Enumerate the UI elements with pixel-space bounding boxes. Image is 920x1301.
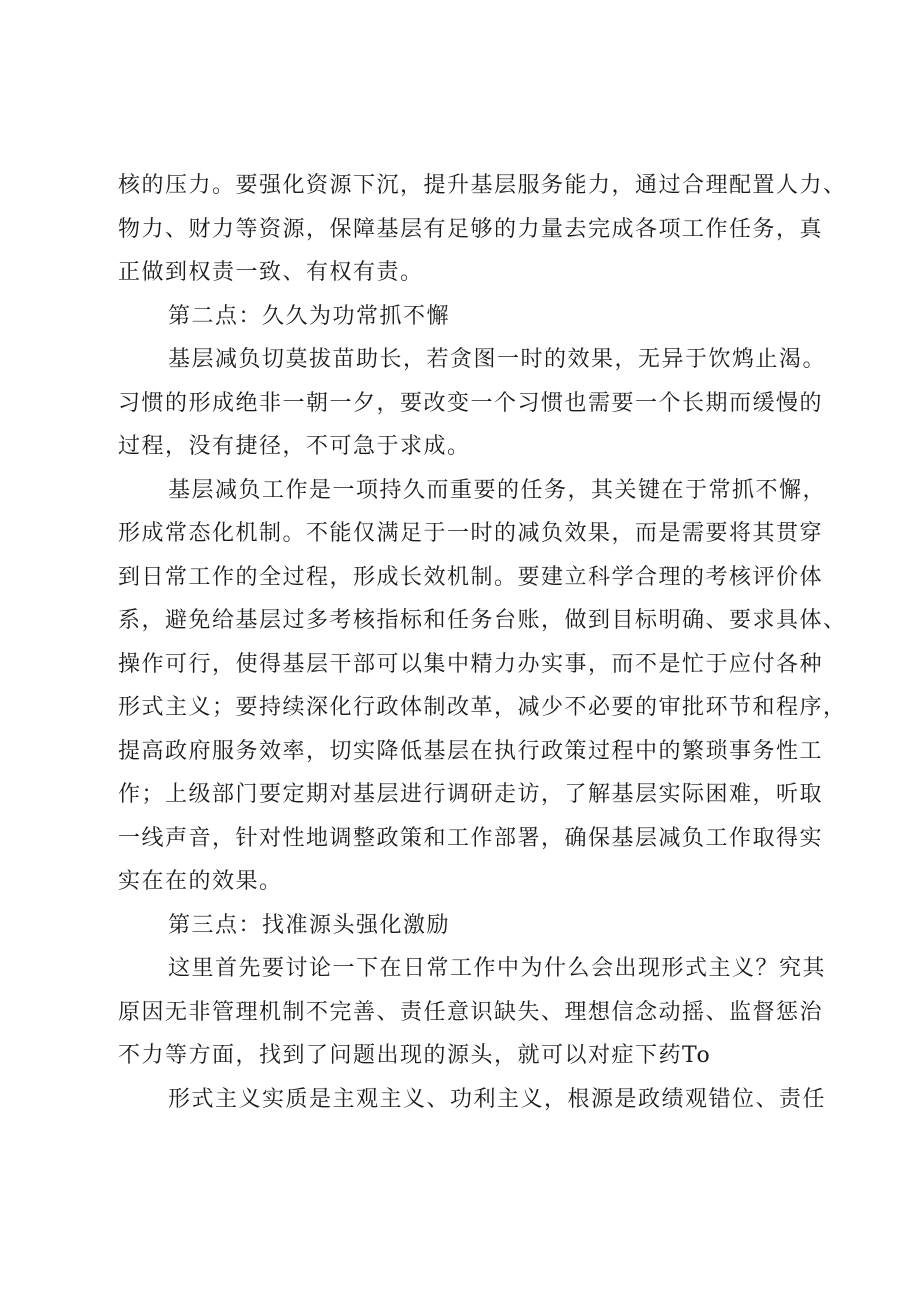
text-line: 实在在的效果。: [118, 869, 283, 894]
text-line: 形成常态化机制。不能仅满足于一时的减负效果，而是需要将其贯穿: [118, 521, 824, 546]
text-line: 正做到权责一致、有权有责。: [118, 260, 424, 285]
text-line: 不力等方面，找到了问题出现的源头，就可以对症下药To: [118, 1043, 712, 1068]
section-heading: 第三点：找准源头强化激励: [168, 912, 451, 938]
text-line: 到日常工作的全过程，形成长效机制。要建立科学合理的考核评价体: [118, 564, 824, 590]
text-line: 核的压力。要强化资源下沉，提升基层服务能力，通过合理配置人力、: [118, 173, 847, 198]
document-body: [118, 164, 847, 1121]
text-line: 形式主义；要持续深化行政体制改革，减少不必要的审批环节和程序，: [118, 695, 847, 720]
text-line: 基层减负切莫拔苗助长，若贪图一时的效果，无异于饮鸩止渴。: [168, 347, 827, 372]
text-line: 过程，没有捷径，不可急于求成。: [118, 434, 471, 459]
text-line: 作；上级部门要定期对基层进行调研走访，了解基层实际困难，听取: [118, 782, 824, 807]
text-line: 形式主义实质是主观主义、功利主义，根源是政绩观错位、责任: [168, 1086, 827, 1112]
text-line: 提高政府服务效率，切实降低基层在执行政策过程中的繁琐事务性工: [118, 738, 824, 764]
text-line: 基层减负工作是一项持久而重要的任务，其关键在于常抓不懈，: [168, 477, 827, 503]
text-line: 系，避免给基层过多考核指标和任务台账，做到目标明确、要求具体、: [118, 608, 847, 633]
text-line: 习惯的形成绝非一朝一夕，要改变一个习惯也需要一个长期而缓慢的: [118, 390, 824, 416]
text-line: 一线声音，针对性地调整政策和工作部署，确保基层减负工作取得实: [118, 825, 824, 851]
text-line: 原因无非管理机制不完善、责任意识缺失、理想信念动摇、监督惩治: [118, 999, 824, 1025]
text-line: 操作可行，使得基层干部可以集中精力办实事，而不是忙于应付各种: [118, 651, 824, 677]
text-line: 物力、财力等资源，保障基层有足够的力量去完成各项工作任务，真: [118, 216, 824, 242]
section-heading: 第二点：久久为功常抓不懈: [168, 303, 451, 329]
text-line: 这里首先要讨论一下在日常工作中为什么会出现形式主义？究其: [168, 956, 827, 981]
